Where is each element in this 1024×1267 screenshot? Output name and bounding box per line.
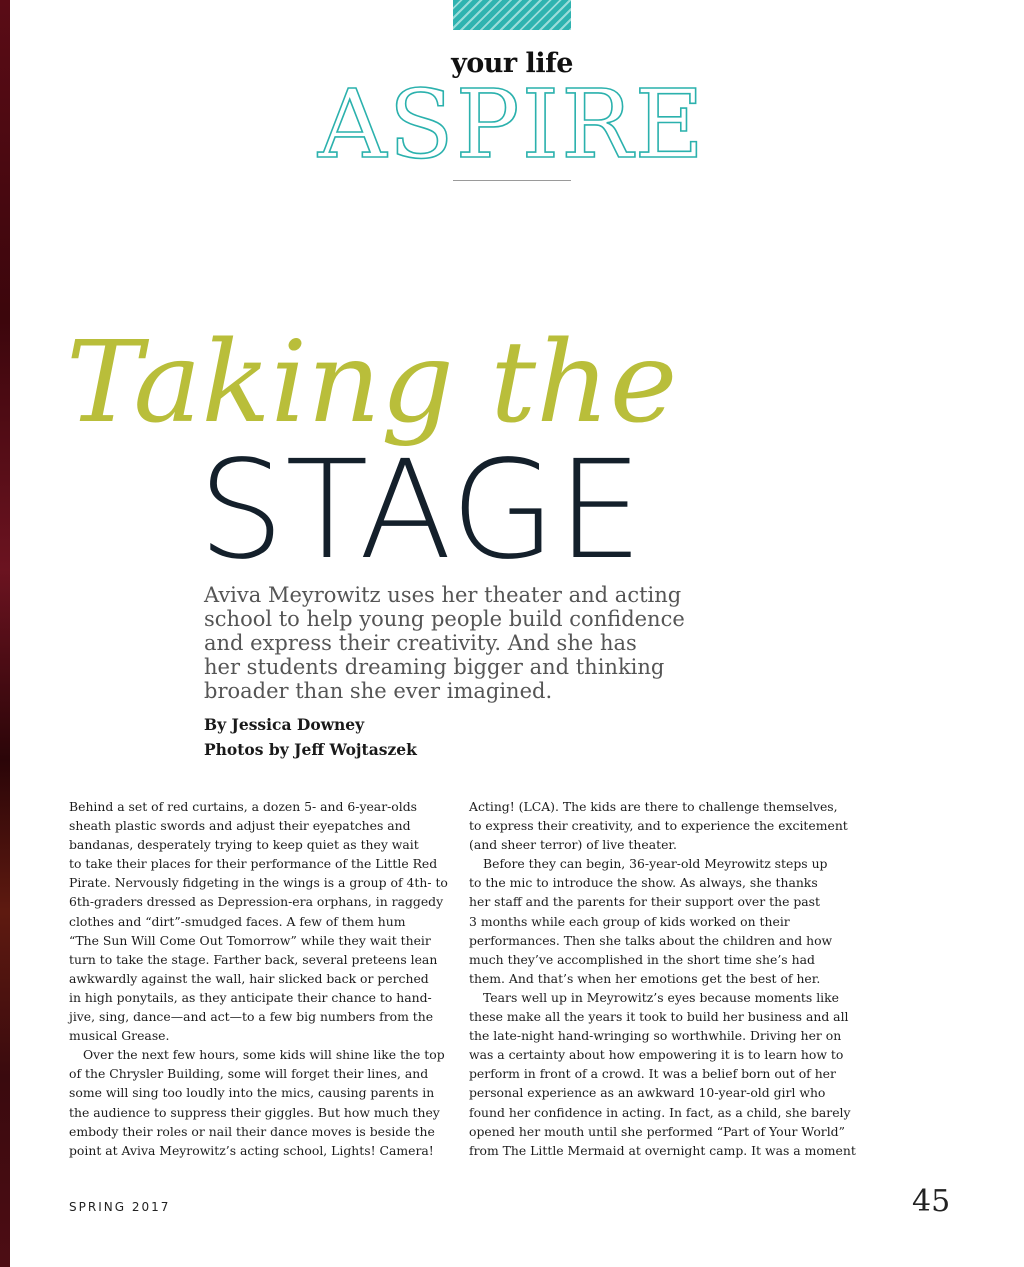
dek-line: Aviva Meyrowitz uses her theater and acting — [204, 583, 682, 607]
body-line: embody their roles or nail their dance moves is beside the — [69, 1123, 435, 1139]
body-line: opened her mouth until she performed “Part of Your World” — [469, 1123, 845, 1139]
body-line: them. And that’s when her emotions get the best of her. — [469, 970, 821, 986]
body-line: much they’ve accomplished in the short time she’s had — [469, 951, 815, 967]
body-line: to express their creativity, and to experience the excitement — [469, 818, 848, 834]
body-line: of the Chrysler Building, some will forget their lines, and — [69, 1066, 429, 1082]
headline-main: STAGE — [198, 432, 644, 590]
dek-line: school to help young people build confidence — [204, 607, 685, 631]
dek-line: her students dreaming bigger and thinking — [204, 655, 665, 679]
section-title: ASPIRE — [317, 70, 706, 180]
headline-italic: Taking the — [66, 318, 678, 448]
byline-author: By Jessica Downey — [204, 715, 365, 734]
body-line: jive, sing, dance—and act—to a few big numbers from the — [69, 1009, 434, 1025]
body-line: some will sing too loudly into the mics, causing parents in — [69, 1085, 435, 1101]
body-line: 3 months while each group of kids worked on their — [469, 913, 790, 929]
body-line: Acting! (LCA). The kids are there to challenge themselves, — [469, 799, 838, 814]
body-line: to take their places for their performance of the Little Red — [69, 856, 438, 872]
body-line: (and sheer terror) of live theater. — [469, 837, 677, 853]
body-line: the audience to suppress their giggles. But how much they — [69, 1104, 440, 1120]
section-kicker: your life — [451, 48, 573, 79]
byline-photos: Photos by Jeff Wojtaszek — [204, 740, 417, 759]
body-line: bandanas, desperately trying to keep quiet as they wait — [69, 837, 419, 853]
body-line: sheath plastic swords and adjust their eyepatches and — [69, 818, 411, 834]
body-line: these make all the years it took to build her business and all — [469, 1009, 849, 1025]
body-line: personal experience as an awkward 10-year-old girl who — [469, 1085, 826, 1101]
body-line: her staff and the parents for their support over the past — [469, 894, 821, 910]
body-line: Pirate. Nervously fidgeting in the wings is a group of 4th- to — [69, 875, 448, 891]
body-column-right — [469, 797, 869, 1160]
body-line: Behind a set of red curtains, a dozen 5- and 6-year-olds — [69, 799, 418, 814]
page-number: 45 — [912, 1184, 951, 1219]
body-line: 6th-graders dressed as Depression-era orphans, in raggedy — [69, 894, 444, 910]
body-line: “The Sun Will Come Out Tomorrow” while they wait their — [69, 932, 431, 948]
dek-line: broader than she ever imagined. — [204, 679, 553, 703]
body-line: in high ponytails, as they anticipate their chance to hand- — [69, 989, 432, 1005]
body-line: was a certainty about how empowering it is to learn how to — [469, 1047, 844, 1063]
body-line: from The Little Mermaid at overnight camp. It was a moment — [469, 1142, 856, 1158]
body-column-left — [69, 797, 449, 1160]
body-line: musical Grease. — [69, 1028, 170, 1044]
body-line: Tears well up in Meyrowitz’s eyes because moments like — [483, 989, 839, 1005]
body-line: performances. Then she talks about the children and how — [469, 932, 833, 948]
body-line: to the mic to introduce the show. As always, she thanks — [469, 875, 818, 891]
body-line: Before they can begin, 36-year-old Meyrowitz steps up — [483, 856, 828, 872]
section-divider — [453, 180, 571, 181]
dek-line: and express their creativity. And she has — [204, 631, 637, 655]
body-line: awkwardly against the wall, hair slicked back or perched — [69, 970, 429, 986]
body-line: found her confidence in acting. In fact, as a child, she barely — [469, 1104, 851, 1120]
body-line: perform in front of a crowd. It was a belief born out of her — [469, 1066, 836, 1082]
section-tab-pattern — [453, 0, 571, 30]
body-line: the late-night hand-wringing so worthwhile. Driving her on — [469, 1028, 842, 1044]
body-line: Over the next few hours, some kids will shine like the top — [83, 1047, 445, 1063]
article-dek — [204, 583, 724, 703]
body-line: clothes and “dirt”-smudged faces. A few of them hum — [69, 913, 406, 929]
body-line: point at Aviva Meyrowitz’s acting school, Lights! Camera! — [69, 1142, 434, 1158]
body-line: turn to take the stage. Farther back, several preteens lean — [69, 951, 438, 967]
issue-label: SPRING 2017 — [69, 1200, 171, 1214]
curtain-photo-edge — [0, 0, 10, 1267]
byline — [204, 712, 417, 762]
